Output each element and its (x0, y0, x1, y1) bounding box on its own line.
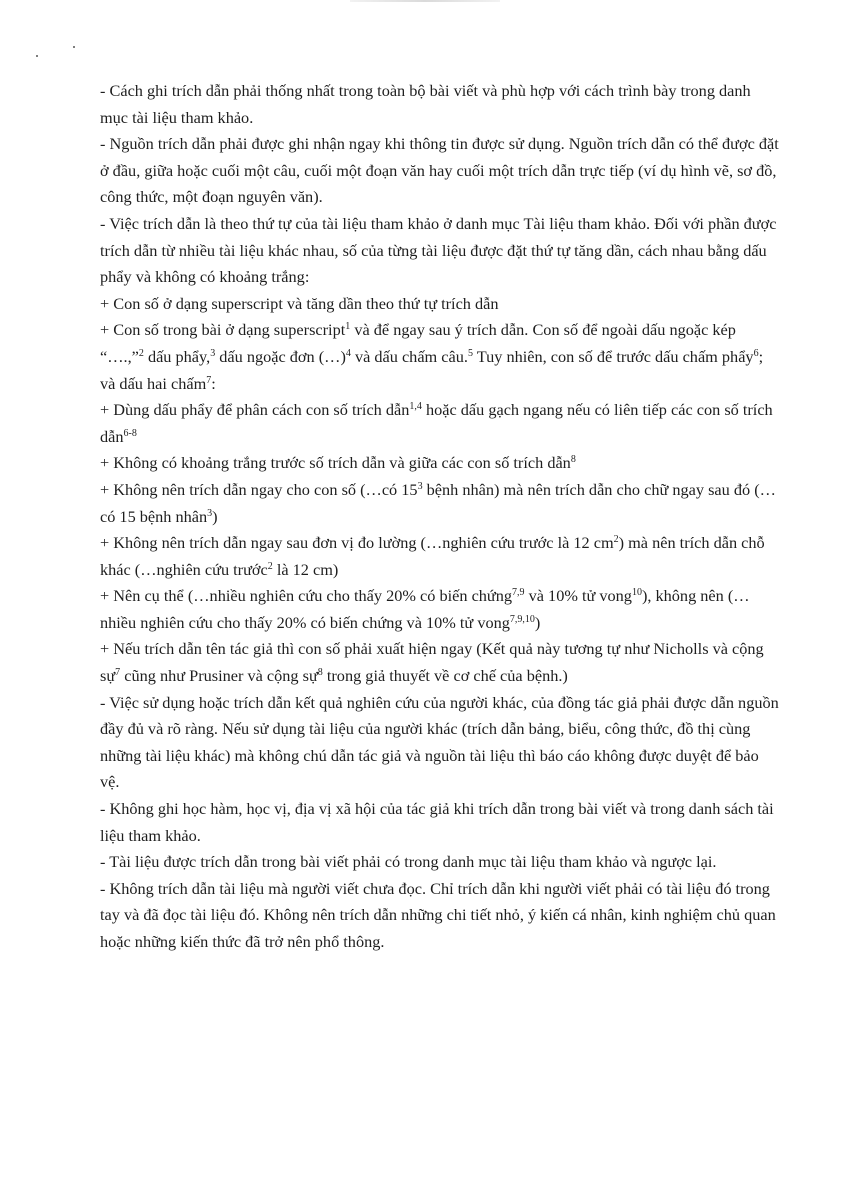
text-run: + Con số ở dạng superscript và tăng dần theo thứ tự trích dẫn (100, 293, 499, 313)
citation-superscript: 1 (345, 321, 351, 333)
citation-superscript: 3 (210, 347, 216, 359)
citation-superscript: 5 (467, 347, 473, 359)
paragraph (100, 78, 780, 131)
paragraph (100, 876, 780, 956)
citation-superscript: 2 (138, 347, 144, 359)
text-run: + Con số trong bài ở dạng superscript (100, 320, 346, 340)
text-run: + Dùng dấu phẩy để phân cách con số trích dẫn (100, 400, 410, 420)
text-run: - Việc trích dẫn là theo thứ tự của tài liệu tham khảo ở danh mục Tài liệu tham khảo. Đối với phần được trích dẫn từ nhiều tài liệu khác nhau, số của từng tài liệu được đặt thứ tự tăng dần, cách nhau bằng dấu phẩy và không có khoảng trắng: (100, 213, 777, 287)
citation-superscript: 3 (417, 480, 423, 492)
text-run: và 10% tử vong (524, 586, 632, 606)
text-run: ) mà nên trích dẫn chỗ khác (…nghiên cứu trước (100, 533, 765, 579)
paragraph (100, 211, 780, 291)
text-run: ) (534, 612, 541, 632)
text-run: - Cách ghi trích dẫn phải thống nhất trong toàn bộ bài viết và phù hợp với cách trình bày trong danh mục tài liệu tham khảo. (100, 81, 751, 127)
text-run: Tuy nhiên, con số để trước dấu chấm phẩy (472, 346, 754, 366)
text-run: + Nếu trích dẫn tên tác giả thì con số phải xuất hiện ngay (Kết quả này tương tự như Nicholls và cộng sự (100, 639, 764, 686)
list-item (100, 477, 780, 530)
text-run: trong giả thuyết về cơ chế của bệnh.) (322, 666, 568, 686)
paragraph (100, 796, 780, 849)
text-run: ; và dấu hai chấm (100, 346, 764, 393)
text-run: + Nên cụ thể (…nhiều nghiên cứu cho thấy 20% có biến chứng (100, 586, 513, 606)
citation-superscript: 4 (345, 347, 351, 359)
text-run: là 12 cm) (272, 559, 339, 579)
citation-superscript: 3 (207, 507, 213, 519)
scan-edge-mark (350, 0, 500, 2)
text-run: - Nguồn trích dẫn phải được ghi nhận ngay khi thông tin được sử dụng. Nguồn trích dẫn có thể được đặt ở đầu, giữa hoặc cuối một câu, cuối một đoạn văn hay cuối một trích dẫn trực tiếp (ví dụ hình vẽ, sơ đồ, công thức, một đoạn nguyên văn). (100, 134, 779, 207)
citation-superscript: 6 (753, 347, 759, 359)
scan-speck (73, 46, 75, 48)
list-item (100, 317, 780, 397)
citation-superscript: 1,4 (409, 401, 422, 413)
list-item (100, 450, 780, 477)
text-run: - Không ghi học hàm, học vị, địa vị xã hội của tác giả khi trích dẫn trong bài viết và trong danh sách tài liệu tham khảo. (100, 799, 774, 845)
citation-superscript: 2 (613, 534, 619, 546)
citation-superscript: 6-8 (123, 427, 137, 439)
citation-superscript: 7 (206, 374, 212, 386)
text-run: : (211, 373, 216, 393)
citation-superscript: 7,9,10 (509, 613, 535, 625)
text-run: - Không trích dẫn tài liệu mà người viết chưa đọc. Chỉ trích dẫn khi người viết phải có tài liệu đó trong tay và đã đọc tài liệu đó. Không nên trích dẫn những chi tiết nhỏ, ý kiến cá nhân, kinh nghiệm chủ quan hoặc những kiến thức đã trở nên phổ thông. (100, 878, 776, 951)
text-run: dấu phẩy, (143, 346, 211, 366)
citation-superscript: 8 (570, 454, 576, 466)
citation-superscript: 8 (317, 667, 323, 679)
paragraph (100, 131, 780, 211)
citation-superscript: 2 (267, 560, 273, 572)
text-run: ), không nên (…nhiều nghiên cứu cho thấy 20% có biến chứng và 10% tử vong (100, 586, 750, 632)
citation-superscript: 10 (631, 587, 642, 599)
list-item (100, 397, 780, 450)
text-run: ) (212, 506, 218, 526)
list-item (100, 291, 780, 318)
paragraph (100, 690, 780, 796)
scan-speck (36, 55, 38, 57)
text-run: dấu ngoặc đơn (…) (215, 346, 346, 366)
text-run: và dấu chấm câu. (350, 346, 468, 366)
text-run: + Không có khoảng trắng trước số trích dẫn và giữa các con số trích dẫn (100, 453, 571, 473)
text-run: bệnh nhân) mà nên trích dẫn cho chữ ngay sau đó (…có 15 bệnh nhân (100, 479, 776, 526)
text-run: + Không nên trích dẫn ngay sau đơn vị đo lường (…nghiên cứu trước là 12 cm (100, 533, 614, 553)
text-run: hoặc dấu gạch ngang nếu có liên tiếp các con số trích dẫn (100, 400, 773, 446)
list-item (100, 583, 780, 636)
document-body (100, 78, 780, 956)
text-run: và để ngay sau ý trích dẫn. Con số để ngoài dấu ngoặc kép “….,” (100, 320, 736, 366)
text-run: + Không nên trích dẫn ngay cho con số (…có 15 (100, 479, 418, 499)
citation-superscript: 7,9 (512, 587, 525, 599)
text-run: - Việc sử dụng hoặc trích dẫn kết quả nghiên cứu của người khác, của đồng tác giả phải được dẫn nguồn đầy đủ và rõ ràng. Nếu sử dụng tài liệu của người khác (trích dẫn bảng, biểu, công thức, đồ thị cùng những tài liệu khác) mà không chú dẫn tác giả và nguồn tài liệu thì báo cáo không được duyệt để bảo vệ. (100, 692, 779, 792)
paragraph (100, 849, 780, 876)
list-item (100, 636, 780, 689)
text-run: cũng như Prusiner và cộng sự (120, 666, 318, 686)
text-run: - Tài liệu được trích dẫn trong bài viết phải có trong danh mục tài liệu tham khảo và ngược lại. (100, 852, 717, 872)
list-item (100, 530, 780, 583)
citation-superscript: 7 (115, 667, 121, 679)
